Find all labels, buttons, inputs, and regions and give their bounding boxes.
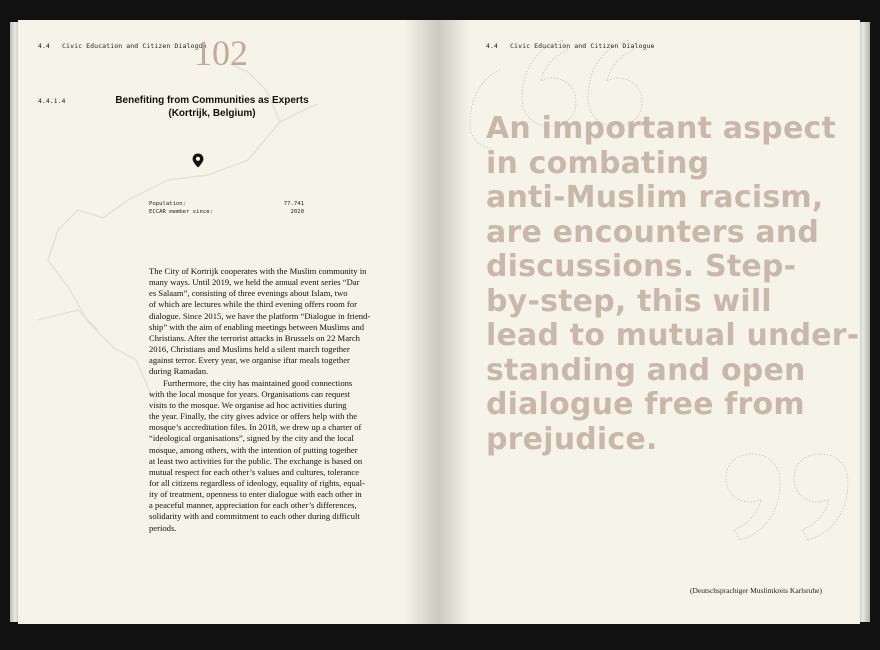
left-page <box>18 20 440 624</box>
body-line: for all citizens regardless of ideology, equality of rights, equal- <box>149 477 365 488</box>
quote-line: anti-Muslim racism, <box>486 180 824 215</box>
running-head <box>38 42 207 50</box>
quote-line: An important aspect <box>486 111 837 146</box>
body-line: against terror. Every year, we organise iftar meals together <box>149 355 350 366</box>
page-number: 102 <box>194 33 248 73</box>
stat-value: 2020 <box>290 209 304 215</box>
body-line: “ideological organisations”, signed by the city and the local <box>149 433 354 444</box>
quote-line: prejudice. <box>486 421 658 457</box>
running-head-title: Civic Education and Citizen Dialogue <box>62 42 207 50</box>
running-head-number: 4.4 <box>486 42 499 50</box>
quote-line: lead to mutual under- <box>486 318 860 353</box>
body-line: mosque, among others, with the intention of putting together <box>149 444 358 455</box>
body-line: es Salaam”, consisting of three evenings about Islam, two <box>149 288 348 299</box>
body-line: Furthermore, the city has maintained good connections <box>163 377 353 388</box>
stat-row-population <box>149 200 304 208</box>
body-line: dialogue. Since 2015, we have the platform “Dialogue in friend- <box>149 310 371 321</box>
paragraph-1 <box>149 266 397 378</box>
body-line: a peaceful manner, appreciation for each other’s differences, <box>149 500 357 511</box>
body-line: Christians. After the terrorist attacks in Brussels on 22 March <box>149 332 360 343</box>
city-stats <box>149 200 304 216</box>
body-line: mosque’s accreditation files. In 2018, we drew up a charter of <box>149 422 362 433</box>
quote-line: discussions. Step- <box>486 249 797 284</box>
section-number: 4.4.1.4 <box>38 97 66 105</box>
stat-label: ECCAR member since: <box>149 209 213 215</box>
body-line: periods. <box>149 522 177 533</box>
stat-row-member-since <box>149 208 304 216</box>
right-page <box>440 20 860 624</box>
pull-quote <box>486 111 860 457</box>
quote-line: dialogue free from <box>486 387 805 422</box>
section-title <box>102 94 322 120</box>
running-head-title: Civic Education and Citizen Dialogue <box>510 42 655 50</box>
body-text <box>149 266 397 534</box>
quote-line: standing and open <box>486 352 806 388</box>
body-line: ity of treatment, openness to enter dialogue with each other in <box>149 489 362 500</box>
quote-line: by-step, this will <box>486 283 772 319</box>
stat-label: Population: <box>149 201 187 207</box>
body-line: at least two activities for the public. The exchange is based on <box>149 455 363 466</box>
body-line: The City of Kortrijk cooperates with the Muslim community in <box>149 266 367 276</box>
body-line: during Ramadan. <box>149 366 209 377</box>
quote-line: in combating <box>486 145 710 181</box>
running-head <box>486 42 655 50</box>
body-line: mutual respect for each other’s values and cultures, tolerance <box>149 466 360 477</box>
section-title-line-1: Benefiting from Communities as Experts <box>115 95 309 106</box>
section-title-line-2: (Kortrijk, Belgium) <box>168 108 256 119</box>
body-line: 2016, Christians and Muslims held a silent march together <box>149 344 350 355</box>
body-line: the year. Finally, the city gives advice or offers help with the <box>149 411 358 422</box>
stat-value: 77.741 <box>283 201 304 207</box>
body-line: visits to the mosque. We organise ad hoc activities during <box>149 399 347 410</box>
paragraph-2 <box>149 378 397 534</box>
body-line: of which are lectures while the third evening offers room for <box>149 299 357 310</box>
body-line: many ways. Until 2019, we held the annual event series “Dar <box>149 277 360 288</box>
body-line: with the local mosque for years. Organisations can request <box>149 388 351 399</box>
body-line: ship” with the aim of enabling meetings between Muslims and <box>149 321 365 332</box>
map-pin-icon <box>192 153 204 168</box>
body-line: solidarity with and commitment to each other during difficult <box>149 511 360 522</box>
running-head-number: 4.4 <box>38 42 51 50</box>
quote-attribution: (Deutschsprachiger Muslimkreis Karlsruhe) <box>689 586 822 595</box>
quote-line: are encounters and <box>486 214 820 250</box>
